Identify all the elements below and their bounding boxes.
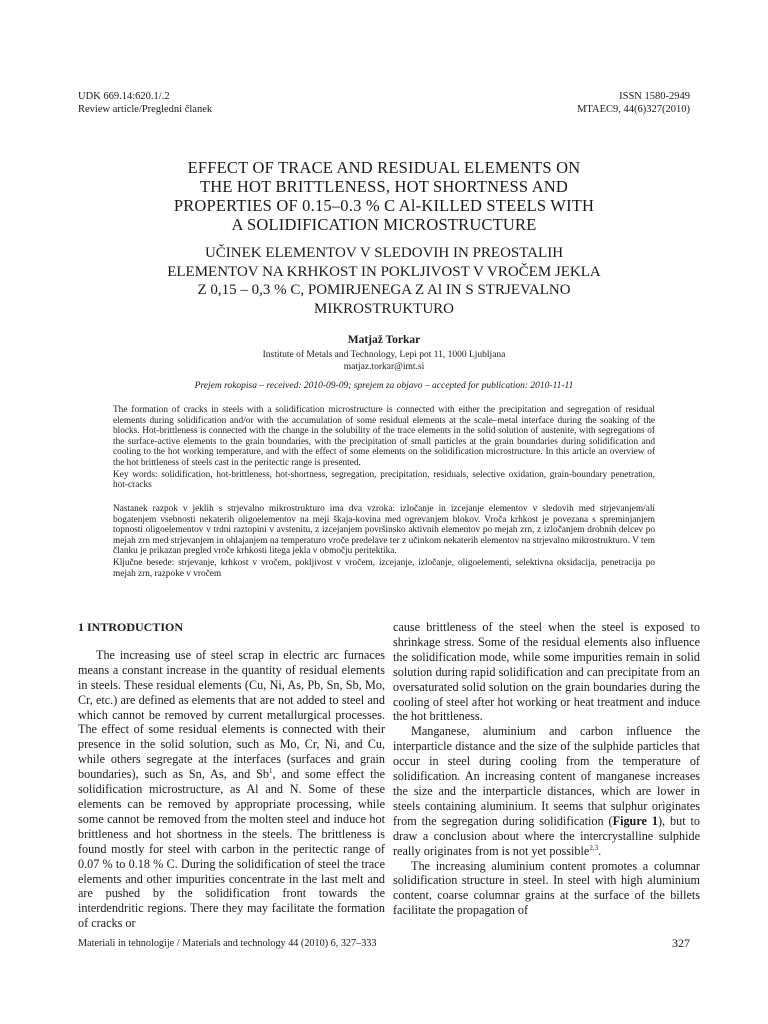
title-line: MIKROSTRUKTURO bbox=[313, 300, 454, 317]
paragraph: cause brittleness of the steel when the steel is exposed to shrinkage stress. Some of the residual elements also influence the solidification mode, while some impurities remain in solid solution during rapid solidification and can precipitate from an oversaturated solid solution on the grain boundaries during the cooling of steel after hot working or heat treatment and induce the hot brittleness. bbox=[393, 620, 700, 724]
title-line: EFFECT OF TRACE AND RESIDUAL ELEMENTS ON bbox=[187, 158, 581, 177]
affiliation: Institute of Metals and Technology, Lepi pot 11, 1000 Ljubljana bbox=[262, 350, 506, 360]
issn: ISSN 1580-2949 bbox=[619, 91, 690, 102]
abstract-english bbox=[113, 405, 655, 492]
body-column-right bbox=[393, 620, 700, 918]
page-number: 327 bbox=[672, 936, 690, 950]
body-column-left bbox=[78, 620, 385, 931]
paragraph: The increasing aluminium content promotes a columnar solidification structure in steel. In steel with high aluminium content, coarse columnar grains at the surface of the billets facilitate the propagation of bbox=[393, 858, 700, 918]
reference-superscript: 1 bbox=[268, 767, 273, 776]
footer-journal: Materiali in tehnologije / Materials and technology 44 (2010) 6, 327–333 bbox=[78, 938, 377, 949]
title-line: PROPERTIES OF 0.15–0.3 % C Al-KILLED STEELS WITH bbox=[173, 196, 595, 215]
abstract-text: Nastanek razpok v jeklih s strjevalno mikrostrukturo ima dva vzroka: izločanje in izcejanje elementov v sledovih med strjevanjem/ali bogatenjem vsebnosti nekaterih oligoelementov na meji škaja-kovina med ogrevanjem blokov. Vroča krhkost je povezana s spreminjanjem topnosti oligoelementov v trdni raztopini v avstenitu, z izcejanjem površinsko aktivnih elementov po mejah zrn, z izločanjem drobnih delcev po mejah zrn med strjevanjem in ohlajanjem na temperaturo vroče predelave ter z učinkom nekaterih elementov na strjevalno mikrostrukturo. V tem članku je prikazan pregled vroče krhkosti litega jekla v območju peritektika. bbox=[113, 504, 655, 557]
text-run: , and some effect the solidification microstructure, as Al and N. Some of these elements can be removed by appropriate processing, while some cannot be removed from the molten steel and induce hot brittleness and hot shortness in the steels. The brittleness is found mostly for steel with carbon in the peritectic range of 0.07 % to 0.18 % C. During the solidification of steel the trace elements and other impurities concentrate in the last melt and are pushed by the solidification front towards the interdendritic regions. There they may facilitate the formation of cracks or bbox=[78, 767, 385, 931]
title-line: Z 0,15 – 0,3 % C, POMIRJENEGA Z Al IN S STRJEVALNO bbox=[197, 282, 571, 298]
article-type: Review article/Pregledni članek bbox=[78, 104, 213, 115]
paragraph bbox=[78, 648, 385, 931]
header-right bbox=[577, 90, 690, 116]
abstract-text: The formation of cracks in steels with a solidification microstructure is connected with either the precipitation and segregation of residual elements during solidification and/or with the accumulation of some residual elements at the scale–metal interface during the soaking of the blocks. Hot-brittleness is connected with the change in the solubility of the trace elements in the solid solution of austenite, with segregations of the surface-active elements to the grain boundaries, with the precipitation of small particles at the grain boundaries during solidification and cooling to the hot working temperature, and with the effect of some elements on the solidification microstructure. In this article an overview of the hot brittleness of steels cast in the peritectic range is presented. bbox=[113, 405, 655, 468]
keywords: Key words: solidification, hot-brittleness, hot-shortness, segregation, precipitation, residuals, selective oxidation, grain-boundary penetration, hot-cracks bbox=[113, 469, 655, 491]
abstract-slovenian bbox=[113, 504, 655, 580]
keywords: Ključne besede: strjevanje, krhkost v vročem, pokljivost v vročem, izcejanje, izločanje, oligoelementi, selektivna oksidacija, penetracija po mejah zrn, razpoke v vročem bbox=[113, 557, 655, 579]
text-run: . bbox=[598, 843, 602, 858]
author-email: matjaz.torkar@imt.si bbox=[343, 361, 425, 372]
paragraph bbox=[393, 724, 700, 858]
figure-reference: Figure 1 bbox=[612, 813, 658, 828]
reference-superscript: 2,3 bbox=[589, 843, 599, 852]
author-name: Matjaž Torkar bbox=[347, 334, 421, 346]
udk-code: UDK 669.14:620.1/.2 bbox=[78, 91, 170, 102]
title-line: ELEMENTOV NA KRHKOST IN POKLJIVOST V VROČEM JEKLA bbox=[167, 263, 601, 280]
received-accepted-dates: Prejem rokopisa – received: 2010-09-09; sprejem za objavo – accepted for publication: 2010-11-11 bbox=[194, 381, 574, 391]
text-run: The increasing use of steel scrap in electric arc furnaces means a constant increase in the quantity of residual elements in steels. These residual elements (Cu, Ni, As, Pb, Sn, Sb, Mo, Cr, etc.) are defined as elements that are not added to steel and which cannot be removed by current metallurgical processes. The effect of some residual elements is connected with their presence in the solid solution, such as Mo, Cr, Ni, and Cu, while others segregate at the interfaces (surfaces and grain boundaries), such as Sn, As, and Sb bbox=[78, 647, 385, 782]
slovenian-title bbox=[78, 244, 690, 318]
header-left bbox=[78, 90, 212, 116]
section-heading: 1 INTRODUCTION bbox=[78, 620, 184, 634]
title-line: A SOLIDIFICATION MICROSTRUCTURE bbox=[231, 215, 537, 234]
text-run: ), but to draw a conclusion about where the intercrystalline sulphide really originates from is not yet possible bbox=[393, 813, 700, 858]
title-line: UČINEK ELEMENTOV V SLEDOVIH IN PREOSTALIH bbox=[204, 245, 564, 261]
text-run: Manganese, aluminium and carbon influence the interparticle distance and the size of the sulphide particles that occur in steel during cooling from the temperature of solidification. An increasing content of manganese increases the size and the interparticle distances, which are lower in steels containing aluminium. It seems that sulphur originates from the segregation during solidification ( bbox=[393, 724, 700, 828]
title-line: THE HOT BRITTLENESS, HOT SHORTNESS AND bbox=[199, 177, 569, 196]
author-affiliation-block bbox=[78, 350, 690, 373]
journal-reference: MTAEC9, 44(6)327(2010) bbox=[577, 104, 690, 115]
english-title bbox=[78, 158, 690, 234]
